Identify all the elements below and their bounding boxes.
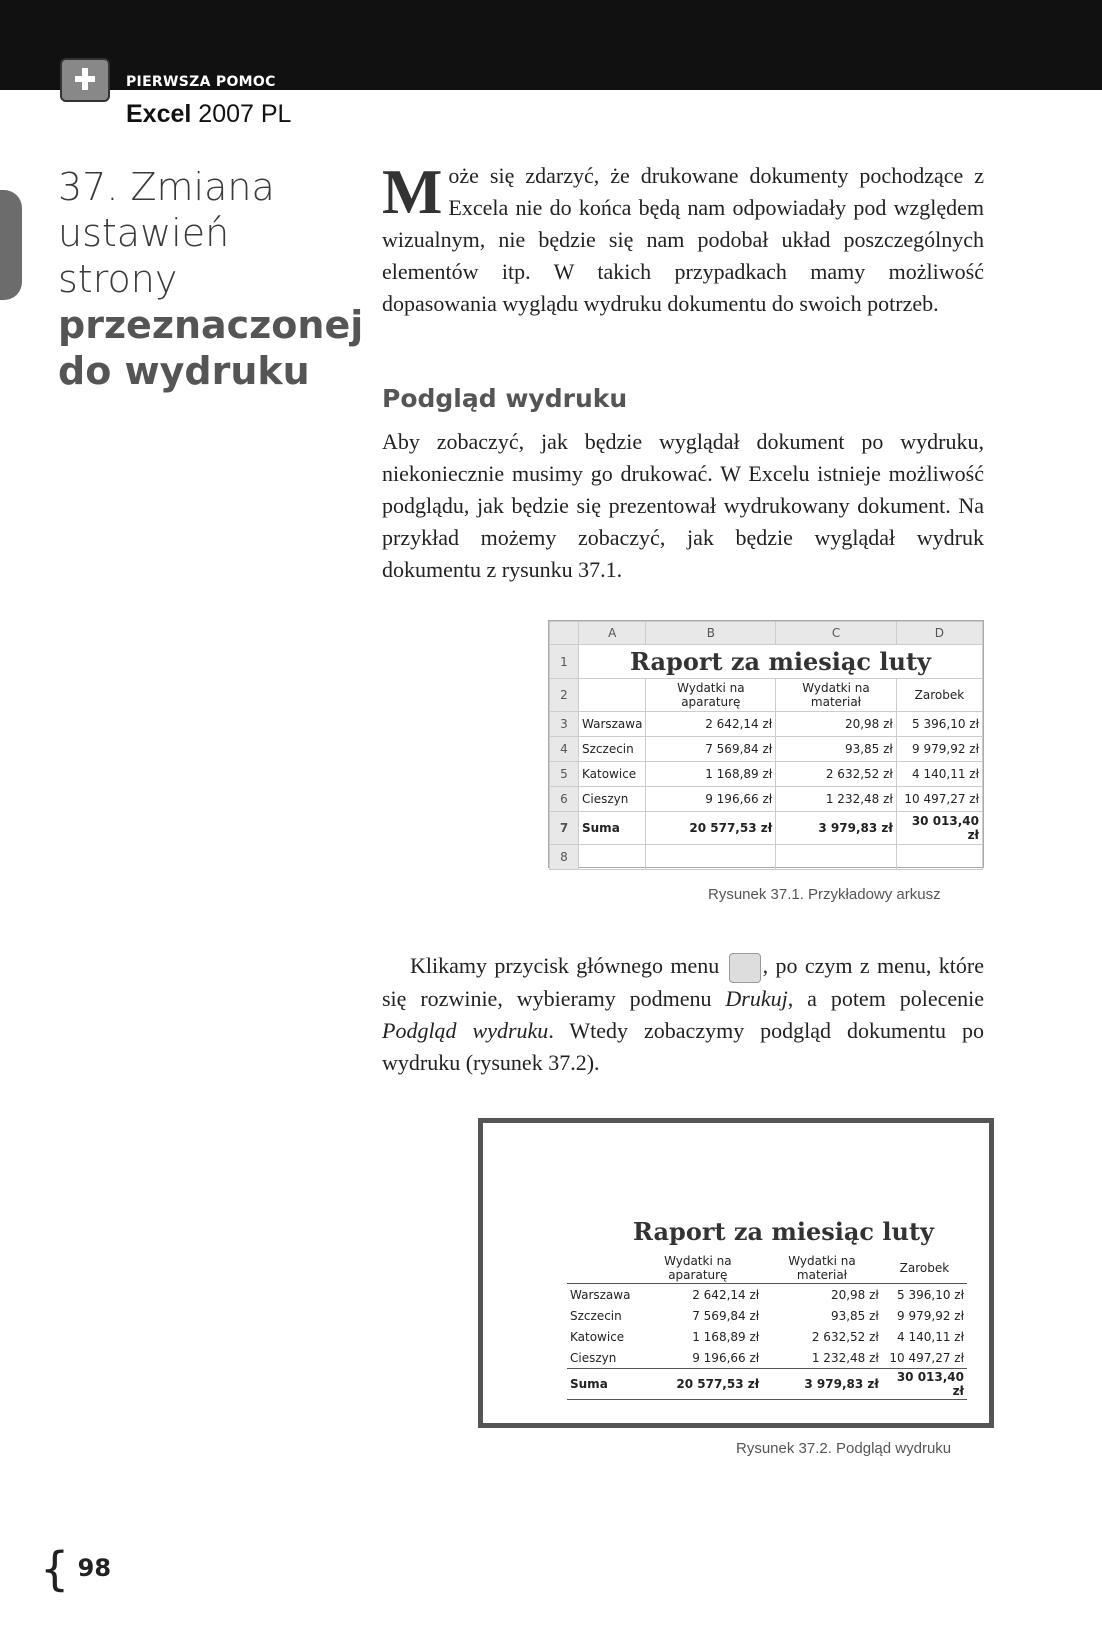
spreadsheet-figure: A B C D 1 Raport za miesiąc luty 2 Wydatki na aparaturę Wydatki na materiał Zarobek 3 Warszawa 2 642,14 zł 20,98 zł 5 396,10 zł 4 Szczecin 7 569,84 zł 93,85 zł 9 979,92 zł 5 Katowice 1 168,89 zł 2 632,52 zł 4 140,11 zł 6 Cieszyn 9 196,66 zł 1 232,48 zł 10 497,27 zł 7 Suma 20 577,53 zł 3 979,83 zł 30 013,40 zł 8 (548, 620, 984, 868)
preview-title: Raport za miesiąc luty (633, 1217, 934, 1246)
first-aid-icon (60, 58, 110, 102)
chapter-tab-marker (0, 190, 22, 300)
section-paragraph: Aby zobaczyć, jak będzie wyglądał dokument po wydruku, niekoniecznie musimy go drukować. W Excelu istnieje możliwość podglądu, jak będzie się prezentował wydrukowany dokument. Na przykład możemy zobaczyć, jak będzie wyglądał wydruk dokumentu z rysunku 37.1. (382, 429, 984, 582)
chapter-title: 37. Zmiana ustawień strony przeznaczonej do wydruku (58, 165, 364, 393)
office-button-icon (729, 953, 761, 983)
series-brand: PIERWSZA POMOC (126, 74, 276, 90)
figure-caption-1: Rysunek 37.1. Przykładowy arkusz (708, 886, 941, 903)
drop-cap: M (382, 156, 443, 227)
intro-paragraph: Może się zdarzyć, że drukowane dokumenty pochodzące z Excela nie do końca będą nam odpowiadały pod względem wizualnym, nie będzie się nam podobał układ poszczególnych elementów itp. W takich przypadkach mamy możliwość dopasowania wyglądu wydruku dokumentu do swoich potrzeb. (382, 156, 984, 316)
book-title: Excel 2007 PL (126, 100, 292, 128)
print-preview-figure: Raport za miesiąc luty Wydatki na aparaturę Wydatki na materiał Zarobek Warszawa 2 642,14 zł 20,98 zł 5 396,10 zł Szczecin 7 569,84 zł 93,85 zł 9 979,92 zł Katowice 1 168,89 zł 2 632,52 zł 4 140,11 zł Cieszyn 9 196,66 zł 1 232,48 zł 10 497,27 zł Suma 20 577,53 zł 3 979,83 zł 30 013,40 zł (478, 1118, 994, 1428)
section-heading: Podgląd wydruku (382, 384, 628, 413)
figure-caption-2: Rysunek 37.2. Podgląd wydruku (736, 1440, 952, 1457)
instruction-paragraph: Klikamy przycisk głównego menu , po czym z menu, które się rozwinie, wybieramy podmenu Drukuj, a potem polecenie Podgląd wydruku. Wtedy zobaczymy podgląd dokumentu po wydruku (rysunek 37.2). (382, 953, 985, 1075)
page-number: { 98 (40, 1542, 112, 1596)
